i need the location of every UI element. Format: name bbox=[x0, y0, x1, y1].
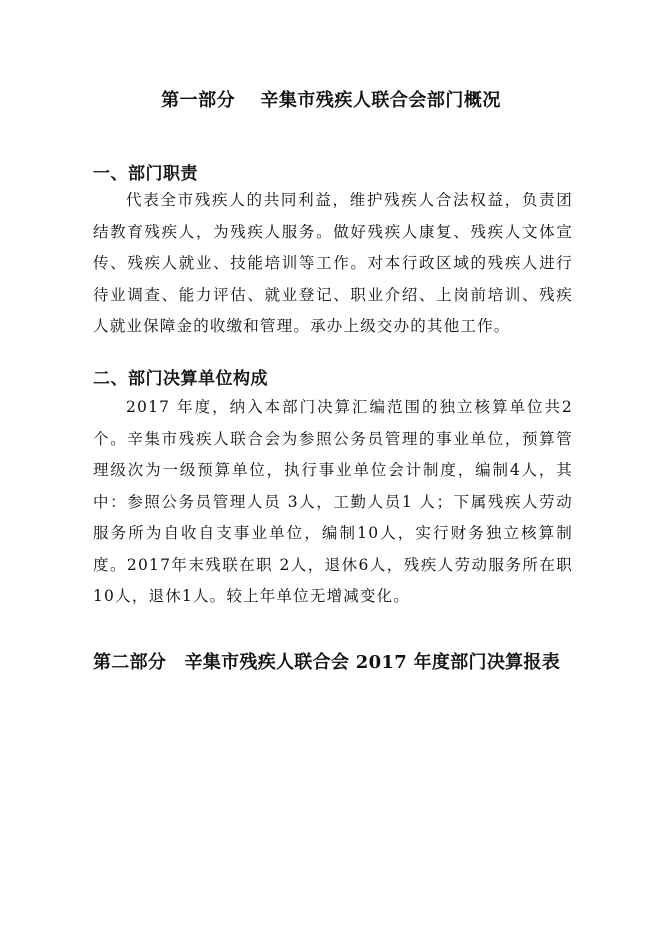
section-heading-unit-composition: 二、部门决算单位构成 bbox=[93, 369, 268, 389]
department-duties-paragraph: 代表全市残疾人的共同利益，维护残疾人合法权益，负责团结教育残疾人，为残疾人服务。做好残疾人康复、残疾人文体宣传、残疾人就业、技能培训等工作。对本行政区域的残疾人进行待业调查、能力评估、就业登记、职业介绍、上岗前培训、残疾人就业保障金的收缴和管理。承办上级交办的其他工作。 bbox=[93, 191, 573, 335]
section-heading-department-duties: 一、部门职责 bbox=[93, 164, 198, 184]
unit-composition-paragraph: 2017 年度，纳入本部门决算汇编范围的独立核算单位共2个。辛集市残疾人联合会为参照公务员管理的事业单位，预算管理级次为一级预算单位，执行事业单位会计制度，编制4人，其中：参照公务员管理人员 3人，工勤人员1 人；下属残疾人劳动服务所为自收自支事业单位，编制10人，实行财务独立核算制度。2017年末残联在职 2人，退休6人，残疾人劳动服务所在职10人，退休1人。较上年单位无增减变化。 bbox=[93, 398, 573, 605]
part-one-title: 第一部分 辛集市残疾人联合会部门概况 bbox=[161, 90, 501, 111]
part-two-title: 第二部分 辛集市残疾人联合会 2017 年度部门决算报表 bbox=[93, 652, 561, 673]
